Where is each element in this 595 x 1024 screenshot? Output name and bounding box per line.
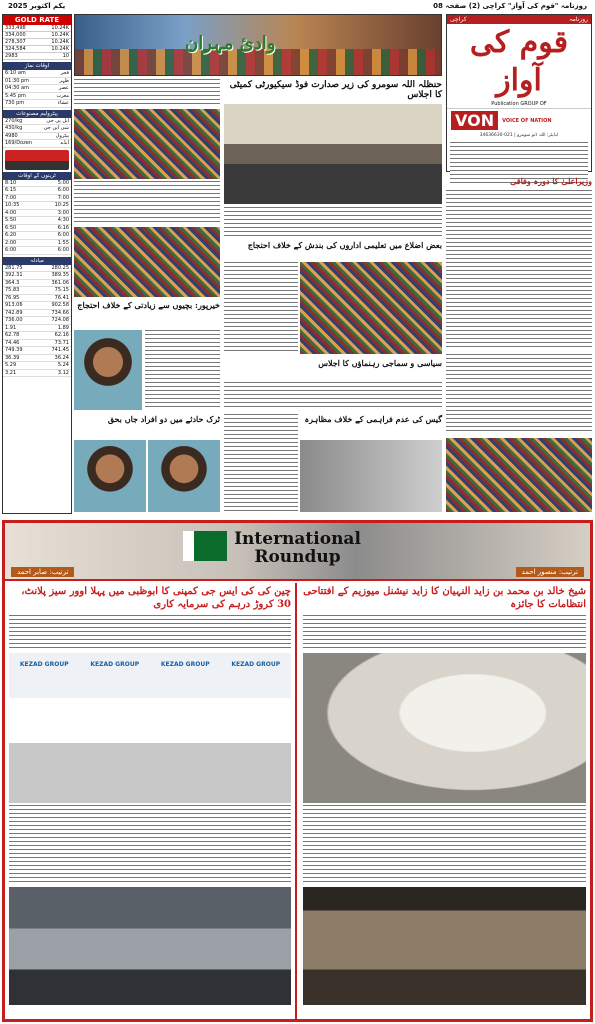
meeting-headline: سیاسی و سماجی رہنماؤں کا اجلاس — [318, 358, 442, 368]
train-b: 3:00 — [57, 209, 69, 216]
roundup-title-line1: International — [234, 529, 361, 549]
prayer-time: 5:45 pm — [5, 92, 26, 99]
train-row — [3, 180, 71, 188]
exchange-b: 741.45 — [51, 347, 69, 354]
bus-image — [5, 150, 69, 170]
exchange-a: 3.21 — [5, 369, 17, 376]
prayer-row — [3, 70, 71, 78]
story-2-headline: خیرپور: بچیوں سے زیادتی کے خلاف احتجاج — [77, 300, 220, 310]
main-story-body — [224, 207, 442, 237]
train-row — [3, 187, 71, 195]
train-a: 6:20 — [5, 232, 17, 239]
train-a: 6:00 — [5, 247, 17, 254]
train-b: 6:00 — [57, 247, 69, 254]
exchange-a: 62.78 — [5, 332, 20, 339]
train-a: 4:00 — [5, 209, 17, 216]
story-3-photo — [74, 330, 142, 410]
gold-rate-row — [3, 25, 71, 32]
fuel-name: پیٹرول — [55, 132, 69, 139]
exchange-b: 280.25 — [51, 264, 69, 271]
masthead-subtitle: Publication GROUP OF — [447, 100, 591, 109]
left-story-headline: چین کی کی ایس جی کمپنی کا ابوظبی میں پہلا اوور سیز پلانٹ، 30 کروڑ درہم کی سرمایہ کاری — [21, 586, 291, 610]
main-story-photo — [224, 104, 442, 204]
exchange-b: 3.12 — [57, 369, 69, 376]
valley-banner — [74, 14, 442, 76]
newspaper-logo: قوم کی آواز — [469, 25, 569, 98]
sign-labels — [9, 653, 291, 668]
fuel-row — [3, 125, 71, 133]
exchange-a: 913.06 — [5, 302, 23, 309]
right-story-body — [303, 805, 586, 885]
gold-rate-price: 333,498 — [5, 25, 26, 31]
train-a: 2:00 — [5, 239, 17, 246]
story-3-body — [145, 330, 220, 410]
train-a: 6:15 — [5, 187, 17, 194]
exchange-b: 1.89 — [57, 324, 69, 331]
gold-rate-price: 334,000 — [5, 32, 26, 38]
prayer-time: 01:30 pm — [5, 77, 30, 84]
exchange-row — [3, 370, 71, 378]
signing-ceremony-photo — [9, 653, 291, 803]
gold-rate-row — [3, 32, 71, 39]
kezad-logo-label: KEZAD GROUP — [160, 661, 210, 668]
von-logo: VON — [451, 111, 498, 130]
train-b: 6:00 — [57, 232, 69, 239]
roundup-left-story — [5, 583, 297, 1019]
train-a: 8:10 — [5, 179, 17, 186]
paper-line: روزنامہ "قوم کی آواز" کراچی (2) صفحہ 08 — [433, 2, 587, 10]
train-row — [3, 202, 71, 210]
prayer-times-title: اوقات نماز — [3, 62, 71, 70]
gold-rate-row — [3, 39, 71, 46]
right-story-headline: شیخ خالد بن محمد بن زاید النہیان کا زاید نیشنل میوزیم کے افتتاحی انتظامات کا جائزہ — [303, 586, 586, 610]
cm-headline: وزیراعلیٰ کا دورہ وفاقی — [510, 176, 592, 186]
exchange-table — [3, 265, 71, 378]
prayer-time: 6:10 am — [5, 70, 26, 77]
gold-rate-title: GOLD RATE — [3, 15, 71, 25]
rally-photo — [446, 438, 592, 512]
prayer-row — [3, 100, 71, 108]
fuel-row — [3, 118, 71, 126]
car-factory-photo — [9, 887, 291, 1005]
gold-rate-label: 10.24K — [51, 25, 69, 31]
exchange-b: 76.41 — [54, 294, 69, 301]
exchange-row — [3, 347, 71, 355]
story-2-photo — [74, 227, 220, 297]
trains-table — [3, 180, 71, 255]
train-row — [3, 225, 71, 233]
exchange-b: 902.58 — [51, 302, 69, 309]
exchange-a: 736.00 — [5, 317, 23, 324]
fuel-table — [3, 118, 71, 148]
exchange-row — [3, 362, 71, 370]
gold-rate-row — [3, 53, 71, 60]
fuel-price: 169/Dozen — [5, 140, 33, 147]
exchange-row — [3, 325, 71, 333]
museum-visit-photo — [303, 653, 586, 803]
train-row — [3, 247, 71, 255]
exchange-row — [3, 340, 71, 348]
train-row — [3, 210, 71, 218]
exchange-row — [3, 295, 71, 303]
masthead-daily: روزنامہ — [569, 16, 588, 23]
gas-body — [224, 414, 298, 512]
kezad-logo-label: KEZAD GROUP — [90, 661, 140, 668]
gold-rate-price: 2983 — [5, 53, 18, 59]
exchange-a: 364.3 — [5, 279, 20, 286]
fuel-row — [3, 140, 71, 148]
train-b: 10:25 — [54, 202, 69, 209]
fuel-price: 430/kg — [5, 125, 23, 132]
fuel-title: پیٹرولیم مصنوعات — [3, 110, 71, 118]
trains-title: ٹرینوں کے اوقات — [3, 172, 71, 180]
gold-rate-label: 10.24K — [51, 39, 69, 45]
train-a: 10:35 — [5, 202, 20, 209]
protest-headline: بعض اضلاع میں تعلیمی اداروں کی بندش کے خلاف احتجاج — [247, 240, 442, 250]
kezad-logo-label: KEZAD GROUP — [19, 661, 69, 668]
exchange-row — [3, 310, 71, 318]
prayer-name: ظہر — [59, 77, 69, 84]
exchange-a: 5.29 — [5, 362, 17, 369]
masthead — [446, 14, 592, 172]
exchange-b: 75.15 — [54, 287, 69, 294]
exchange-row — [3, 287, 71, 295]
fuel-row — [3, 133, 71, 141]
masthead-city: کراچی — [450, 16, 467, 23]
train-row — [3, 240, 71, 248]
train-b: 6:16 — [57, 224, 69, 231]
exchange-a: 742.89 — [5, 309, 23, 316]
gold-rate-price: 324,584 — [5, 46, 26, 52]
right-story-body — [446, 354, 592, 434]
train-row — [3, 232, 71, 240]
gold-rate-row — [3, 46, 71, 53]
fuel-price: 270/kg — [5, 117, 23, 124]
masthead-top — [447, 15, 591, 24]
meeting-body — [224, 382, 442, 410]
prayer-name: فجر — [60, 70, 69, 77]
train-a: 7:00 — [5, 194, 17, 201]
exchange-b: 36.24 — [54, 354, 69, 361]
gold-rate-label: 10 — [62, 53, 69, 59]
train-b: 5:00 — [57, 179, 69, 186]
exchange-b: 361.06 — [51, 279, 69, 286]
exchange-a: 281.75 — [5, 264, 23, 271]
left-story-body — [9, 805, 291, 885]
fuel-name: انڈے — [60, 140, 69, 147]
prayer-row — [3, 78, 71, 86]
masthead-info: ایڈیٹر: اللہ ڈنو سومرو | 021-34636630 — [479, 133, 559, 138]
prayer-name: عصر — [58, 85, 69, 92]
exchange-row — [3, 332, 71, 340]
roundup-right-story — [299, 583, 590, 1019]
roundup-title-line2: Roundup — [254, 547, 341, 567]
prayer-time: 730 pm — [5, 100, 25, 107]
roundup-header — [5, 523, 590, 581]
kezad-logo-label: KEZAD GROUP — [231, 661, 281, 668]
story-4-photo-b — [148, 440, 220, 512]
exchange-b: 389.35 — [51, 272, 69, 279]
fuel-name: سی این جی — [43, 125, 69, 132]
prayer-time: 04:30 am — [5, 85, 29, 92]
data-column — [2, 14, 72, 514]
story-1-photo — [74, 109, 220, 179]
von-tagline: VOICE OF NATION — [502, 117, 552, 124]
prayer-name: عشاء — [57, 100, 69, 107]
train-b: 4:30 — [57, 217, 69, 224]
top-strip — [0, 0, 595, 12]
roundup-tag-left: ترتیب: صابر احمد — [11, 567, 74, 577]
exchange-a: 76.95 — [5, 294, 20, 301]
protest-photo — [300, 262, 442, 354]
exchange-row — [3, 280, 71, 288]
fuel-name: ایل پی جی — [46, 117, 69, 124]
page — [0, 12, 595, 1024]
exchange-row — [3, 302, 71, 310]
right-story-lead — [303, 615, 586, 651]
exchange-a: 392.31 — [5, 272, 23, 279]
issue-date: یکم اکتوبر 2025 — [8, 2, 66, 10]
roundup-title — [234, 529, 361, 567]
train-b: 7:00 — [57, 194, 69, 201]
prayer-row — [3, 85, 71, 93]
story-1-body — [74, 181, 220, 225]
train-b: 1:55 — [57, 239, 69, 246]
gold-rate-table — [3, 25, 71, 60]
exchange-row — [3, 317, 71, 325]
exchange-b: 724.08 — [51, 317, 69, 324]
gas-headline: گیس کی عدم فراہمی کے خلاف مظاہرہ — [304, 414, 442, 424]
gold-rate-label: 10.24K — [51, 32, 69, 38]
international-roundup — [2, 520, 593, 1022]
banner-title: وادئ مہران — [185, 33, 276, 54]
exchange-b: 73.71 — [54, 339, 69, 346]
left-story-lead — [9, 615, 291, 651]
exchange-a: 74.46 — [5, 339, 20, 346]
exchange-a: 36.39 — [5, 354, 20, 361]
cm-body — [446, 190, 592, 350]
story-4-headline: ٹرک حادثے میں دو افراد جاں بحق — [107, 414, 220, 424]
gold-rate-label: 10.24K — [51, 46, 69, 52]
exchange-a: 749.39 — [5, 347, 23, 354]
prayer-name: مغرب — [56, 92, 69, 99]
exchange-a: 75.83 — [5, 287, 20, 294]
exchange-row — [3, 272, 71, 280]
exchange-title: مبادلہ — [3, 257, 71, 265]
train-row — [3, 217, 71, 225]
exchange-b: 734.66 — [51, 309, 69, 316]
train-a: 5:50 — [5, 217, 17, 224]
exchange-row — [3, 265, 71, 273]
story-1-text — [74, 79, 220, 107]
prayer-times-table — [3, 70, 71, 108]
exchange-b: 62.16 — [54, 332, 69, 339]
pakistan-flag-image — [183, 531, 227, 561]
museum-interior-photo — [303, 887, 586, 1005]
roundup-tag-right: ترتیب: منصور احمد — [516, 567, 584, 577]
exchange-row — [3, 355, 71, 363]
story-4-photo-a — [74, 440, 146, 512]
train-b: 6:00 — [57, 187, 69, 194]
prayer-row — [3, 93, 71, 101]
train-row — [3, 195, 71, 203]
von-brand — [447, 109, 591, 132]
train-a: 6:50 — [5, 224, 17, 231]
protest-body — [224, 262, 298, 354]
gold-rate-price: 278,307 — [5, 39, 26, 45]
exchange-b: 5.24 — [57, 362, 69, 369]
exchange-a: 1.91 — [5, 324, 17, 331]
main-story-headline: حنظلہ اللہ سومرو کی زیر صدارت فوڈ سیکیورٹی کمیٹی کا اجلاس — [229, 80, 442, 100]
gas-photo — [300, 440, 442, 512]
fuel-price: 4980 — [5, 132, 18, 139]
